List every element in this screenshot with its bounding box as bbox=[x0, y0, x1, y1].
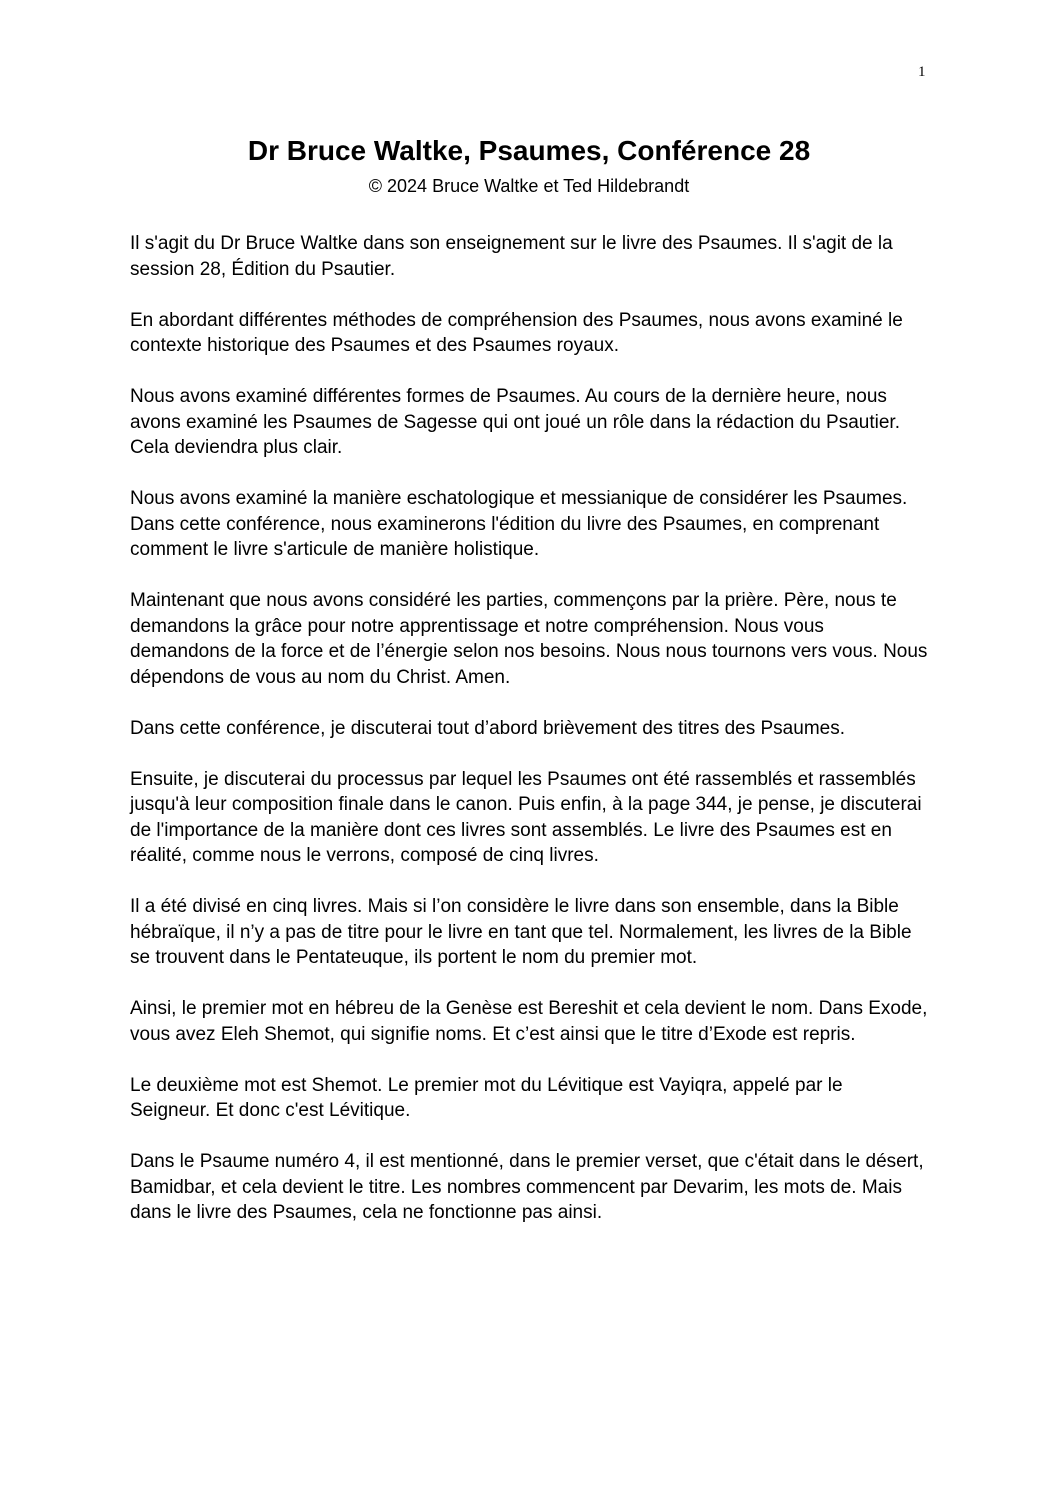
paragraph: Il s'agit du Dr Bruce Waltke dans son enseignement sur le livre des Psaumes. Il s'agit de la session 28, Édition du Psautier. bbox=[130, 233, 893, 280]
paragraph: Ainsi, le premier mot en hébreu de la Genèse est Bereshit et cela devient le nom. Dans Exode, vous avez Eleh Shemot, qui signifie noms. Et c’est ainsi que le titre d’Exode est repris. bbox=[130, 998, 928, 1045]
paragraph: Nous avons examiné la manière eschatologique et messianique de considérer les Psaumes. Dans cette conférence, nous examinerons l'édition du livre des Psaumes, en comprenant comment le livre s'articule de manière holistique. bbox=[130, 488, 908, 560]
paragraph: Dans le Psaume numéro 4, il est mentionné, dans le premier verset, que c'était dans le désert, Bamidbar, et cela devient le titre. Les nombres commencent par Devarim, les mots de. Mais dans le livre des Psaumes, cela ne fonctionne pas ainsi. bbox=[130, 1151, 924, 1223]
page-number: 1 bbox=[918, 64, 926, 80]
copyright-line: © 2024 Bruce Waltke et Ted Hildebrandt bbox=[368, 176, 690, 196]
document-title: Dr Bruce Waltke, Psaumes, Conférence 28 bbox=[247, 135, 811, 166]
paragraph: Il a été divisé en cinq livres. Mais si l’on considère le livre dans son ensemble, dans la Bible hébraïque, il n’y a pas de titre pour le livre en tant que tel. Normalement, les livres de la Bible se trouvent dans le Pentateuque, ils portent le nom du premier mot. bbox=[130, 896, 912, 968]
paragraph: Ensuite, je discuterai du processus par lequel les Psaumes ont été rassemblés et rassemblés jusqu'à leur composition finale dans le canon. Puis enfin, à la page 344, je pense, je discuterai de l'importance de la manière dont ces livres sont assemblés. Le livre des Psaumes est en réalité, comme nous le verrons, composé de cinq livres. bbox=[130, 768, 922, 866]
paragraph: Dans cette conférence, je discuterai tout d’abord brièvement des titres des Psaumes. bbox=[130, 717, 845, 739]
paragraph: Nous avons examiné différentes formes de Psaumes. Au cours de la dernière heure, nous avons examiné les Psaumes de Sagesse qui ont joué un rôle dans la rédaction du Psautier. Cela deviendra plus clair. bbox=[130, 386, 900, 458]
paragraph: En abordant différentes méthodes de compréhension des Psaumes, nous avons examiné le contexte historique des Psaumes et des Psaumes royaux. bbox=[130, 309, 903, 356]
document-body bbox=[130, 231, 928, 1251]
paragraph: Maintenant que nous avons considéré les parties, commençons par la prière. Père, nous te demandons la grâce pour notre apprentissage et notre compréhension. Nous vous demandons de la force et de l’énergie selon nos besoins. Nous nous tournons vers vous. Nous dépendons de vous au nom du Christ. Amen. bbox=[130, 590, 928, 688]
paragraph: Le deuxième mot est Shemot. Le premier mot du Lévitique est Vayiqra, appelé par le Seigneur. Et donc c'est Lévitique. bbox=[130, 1074, 843, 1121]
